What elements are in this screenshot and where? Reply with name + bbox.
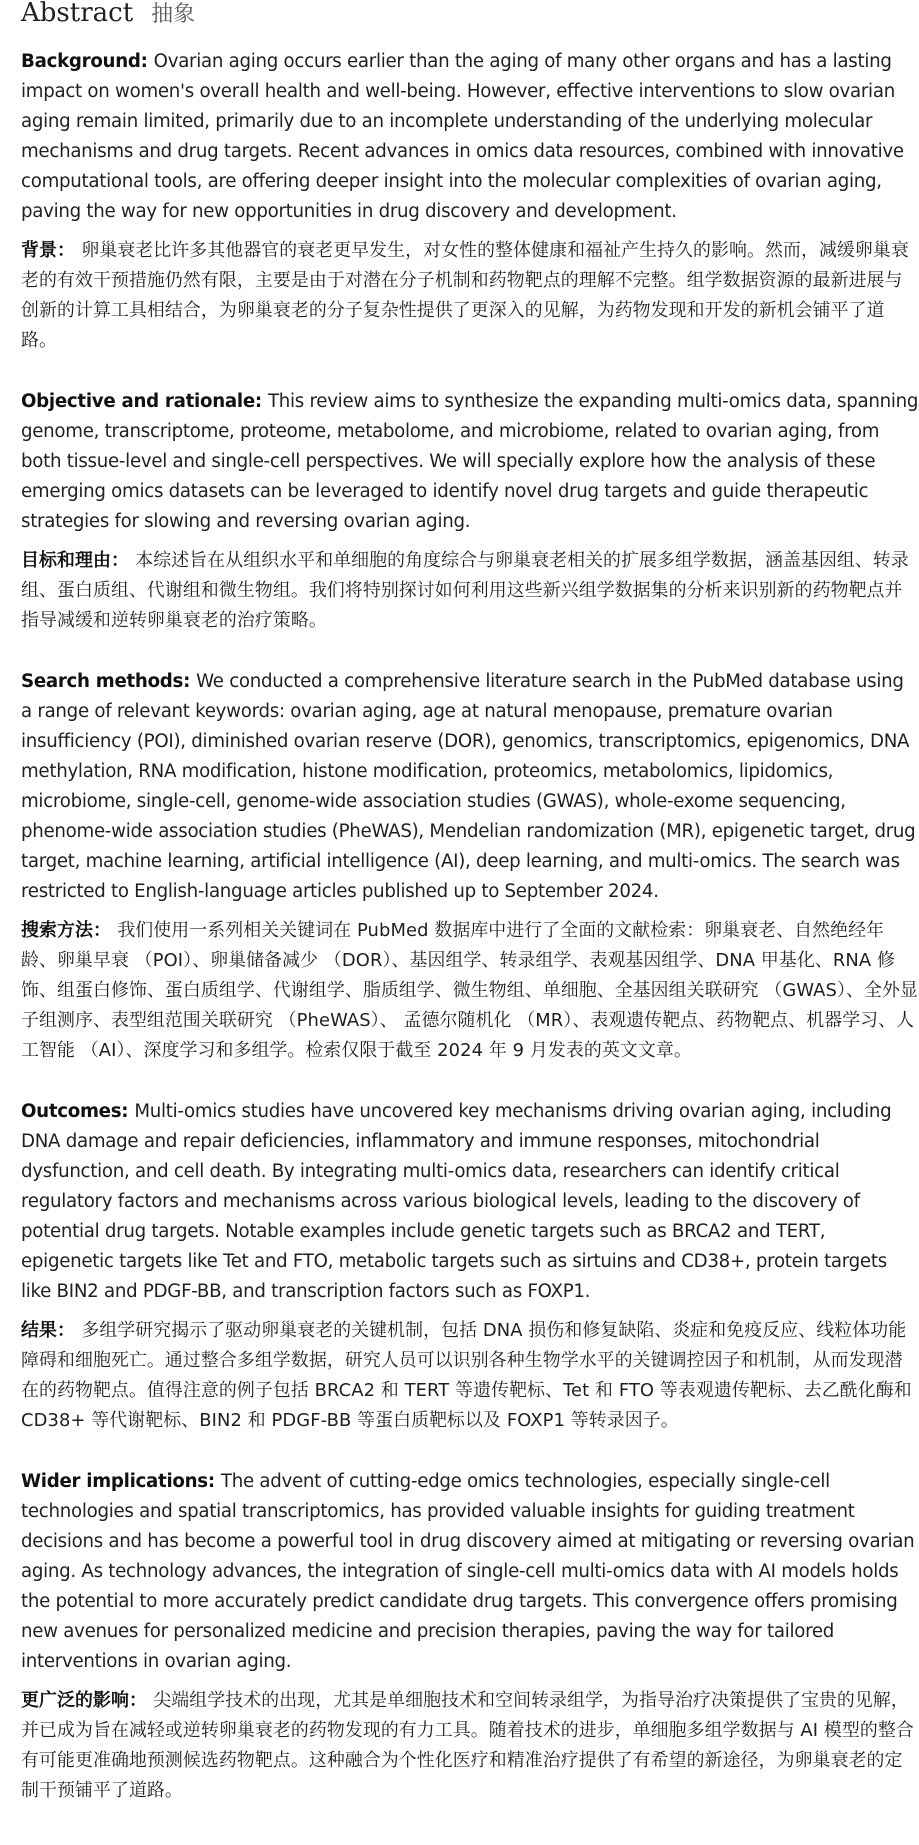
section-text: We conducted a comprehensive literature search in the PubMed database using a range of relevant keywords: ovarian aging, age at natural menopause, premature ovarian insufficiency (POI), diminished ovarian reserve (DOR), genomics, transcriptomics, epigenomics, DNA methylation, RNA modification, histone modification, proteomics, metabolomics, lipidomics, microbiome, single-cell, genome-wide association studies (GWAS), whole-exome sequencing, phenome-wide association studies (PheWAS), Mendelian randomization (MR), epigenetic target, drug target, machine learning, artificial intelligence (AI), deep learning, and multi-omics. The search was restricted to English-language articles published up to September 2024. xyxy=(21,671,916,902)
section-text-cn: 卵巢衰老比许多其他器官的衰老更早发生，对女性的整体健康和福祉产生持久的影响。然而，减缓卵巢衰老的有效干预措施仍然有限，主要是由于对潜在分子机制和药物靶点的理解不完整。组学数据资源的最新进展与创新的计算工具相结合，为卵巢衰老的分子复杂性提供了更深入的见解，为药物发现和开发的新机会铺平了道路。 xyxy=(21,240,909,351)
paragraph-cn xyxy=(21,1316,919,1436)
section-label-cn: 搜索方法： xyxy=(21,920,111,941)
section-objective xyxy=(21,387,919,636)
section-label: Wider implications: xyxy=(21,1471,215,1492)
paragraph-en xyxy=(21,387,919,537)
section-background xyxy=(21,47,919,356)
section-label: Outcomes: xyxy=(21,1101,129,1122)
paragraph-en xyxy=(21,1467,919,1677)
abstract-title-translation: 抽象 xyxy=(151,2,196,27)
section-label-cn: 结果： xyxy=(21,1320,75,1341)
paragraph-cn xyxy=(21,916,919,1066)
section-search-methods xyxy=(21,667,919,1066)
section-text-cn: 我们使用一系列相关关键词在 PubMed 数据库中进行了全面的文献检索：卵巢衰老、自然绝经年龄、卵巢早衰 （POI）、卵巢储备减少 （DOR）、基因组学、转录组学、表观基因组学、DNA 甲基化、RNA 修饰、组蛋白修饰、蛋白质组学、代谢组学、脂质组学、微生物组、单细胞、全基因组关联研究 （GWAS）、全外显子组测序、表型组范围关联研究 （PheWAS）、 孟德尔随机化 （MR）、表观遗传靶点、药物靶点、机器学习、人工智能 （AI）、深度学习和多组学。检索仅限于截至 2024 年 9 月发表的英文文章。 xyxy=(21,920,918,1061)
section-label-cn: 更广泛的影响： xyxy=(21,1690,147,1711)
section-text: Multi-omics studies have uncovered key mechanisms driving ovarian aging, including DNA damage and repair deficiencies, inflammatory and immune responses, mitochondrial dysfunction, and cell death. By integrating multi-omics data, researchers can identify critical regulatory factors and mechanisms across various biological levels, leading to the discovery of potential drug targets. Notable examples include genetic targets such as BRCA2 and TERT, epigenetic targets like Tet and FTO, metabolic targets such as sirtuins and CD38+, protein targets like BIN2 and PDGF-BB, and transcription factors such as FOXP1. xyxy=(21,1101,892,1302)
paragraph-en xyxy=(21,47,919,227)
paragraph-en xyxy=(21,667,919,907)
section-text: Ovarian aging occurs earlier than the aging of many other organs and has a lasting impact on women's overall health and well-being. However, effective interventions to slow ovarian aging remain limited, primarily due to an incomplete understanding of the underlying molecular mechanisms and drug targets. Recent advances in omics data resources, combined with innovative computational tools, are offering deeper insight into the molecular complexities of ovarian aging, paving the way for new opportunities in drug discovery and development. xyxy=(21,51,904,222)
section-label-cn: 背景： xyxy=(21,240,75,261)
section-text-cn: 本综述旨在从组织水平和单细胞的角度综合与卵巢衰老相关的扩展多组学数据，涵盖基因组、转录组、蛋白质组、代谢组和微生物组。我们将特别探讨如何利用这些新兴组学数据集的分析来识别新的药物靶点并指导减缓和逆转卵巢衰老的治疗策略。 xyxy=(21,550,909,631)
section-text-cn: 多组学研究揭示了驱动卵巢衰老的关键机制，包括 DNA 损伤和修复缺陷、炎症和免疫反应、线粒体功能障碍和细胞死亡。通过整合多组学数据，研究人员可以识别各种生物学水平的关键调控因子和机制，从而发现潜在的药物靶点。值得注意的例子包括 BRCA2 和 TERT 等遗传靶标、Tet 和 FTO 等表观遗传靶标、去乙酰化酶和 CD38+ 等代谢靶标、BIN2 和 PDGF-BB 等蛋白质靶标以及 FOXP1 等转录因子。 xyxy=(21,1320,912,1431)
paragraph-cn xyxy=(21,236,919,356)
abstract-title: Abstract xyxy=(21,0,134,28)
section-label-cn: 目标和理由： xyxy=(21,550,129,571)
section-text-cn: 尖端组学技术的出现，尤其是单细胞技术和空间转录组学，为指导治疗决策提供了宝贵的见解，并已成为旨在减轻或逆转卵巢衰老的药物发现的有力工具。随着技术的进步，单细胞多组学数据与 AI 模型的整合有可能更准确地预测候选药物靶点。这种融合为个性化医疗和精准治疗提供了有希望的新途径，为卵巢衰老的定制干预铺平了道路。 xyxy=(21,1690,914,1801)
abstract-header xyxy=(21,0,919,30)
section-label: Search methods: xyxy=(21,671,191,692)
paragraph-cn xyxy=(21,546,919,636)
paragraph-cn xyxy=(21,1686,919,1806)
paragraph-en xyxy=(21,1097,919,1307)
section-label: Objective and rationale: xyxy=(21,391,262,412)
section-text: The advent of cutting-edge omics technologies, especially single-cell technologies and spatial transcriptomics, has provided valuable insights for guiding treatment decisions and has become a powerful tool in drug discovery aimed at mitigating or reversing ovarian aging. As technology advances, the integration of single-cell multi-omics data with AI models holds the potential to more accurately predict candidate drug targets. This convergence offers promising new avenues for personalized medicine and precision therapies, paving the way for tailored interventions in ovarian aging. xyxy=(21,1471,915,1672)
section-label: Background: xyxy=(21,51,148,72)
section-outcomes xyxy=(21,1097,919,1436)
section-text: This review aims to synthesize the expanding multi-omics data, spanning genome, transcriptome, proteome, metabolome, and microbiome, related to ovarian aging, from both tissue-level and single-cell perspectives. We will specially explore how the analysis of these emerging omics datasets can be leveraged to identify novel drug targets and guide therapeutic strategies for slowing and reversing ovarian aging. xyxy=(21,391,919,532)
section-wider-implications xyxy=(21,1467,919,1806)
